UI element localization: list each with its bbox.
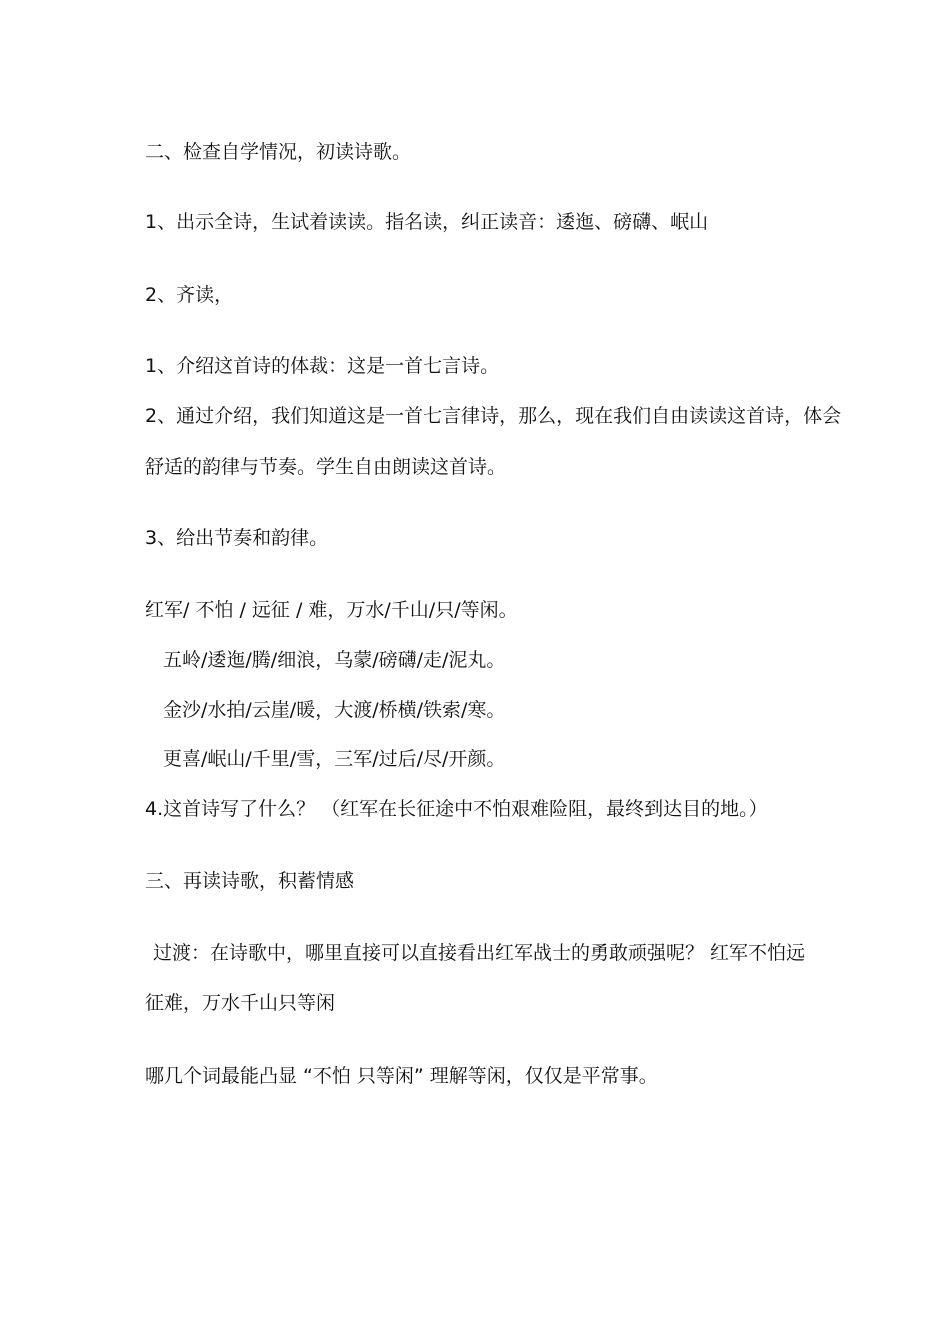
paragraph-intro-rhythm-line2: 舒适的韵律与节奏。学生自由朗读这首诗。 <box>145 456 507 478</box>
section-heading-2: 二、检查自学情况，初读诗歌。 <box>145 141 412 163</box>
poem-line-4: 更喜/岷山/千里/雪，三军/过后/尽/开颜。 <box>163 748 506 770</box>
poem-line-3: 金沙/水拍/云崖/暖，大渡/桥横/铁索/寒。 <box>163 699 506 721</box>
paragraph-key-words: 哪几个词最能凸显 “不怕 只等闲” 理解等闲，仅仅是平常事。 <box>145 1065 658 1087</box>
section-heading-3: 三、再读诗歌，积蓄情感 <box>145 870 355 892</box>
paragraph-transition-line2: 征难，万水千山只等闲 <box>145 992 336 1014</box>
paragraph-step-2: 2、齐读， <box>145 284 234 306</box>
paragraph-transition-line1: 过渡：在诗歌中，哪里直接可以直接看出红军战士的勇敢顽强呢？ 红军不怕远 <box>153 942 806 964</box>
paragraph-step-4: 4.这首诗写了什么？ （红军在长征途中不怕艰难险阻，最终到达目的地。） <box>145 798 768 820</box>
paragraph-intro-rhythm-line1: 2、通过介绍，我们知道这是一首七言律诗，那么，现在我们自由读读这首诗，体会 <box>145 405 842 427</box>
paragraph-step-3: 3、给出节奏和韵律。 <box>145 527 329 549</box>
poem-line-2: 五岭/逶迤/腾/细浪，乌蒙/磅礴/走/泥丸。 <box>163 649 506 671</box>
paragraph-step-1: 1、出示全诗，生试着读读。指名读，纠正读音：逶迤、磅礴、岷山 <box>145 211 709 233</box>
paragraph-intro-genre: 1、介绍这首诗的体裁：这是一首七言诗。 <box>145 355 500 377</box>
poem-line-1: 红军/ 不怕 / 远征 / 难，万水/千山/只/等闲。 <box>145 599 518 621</box>
